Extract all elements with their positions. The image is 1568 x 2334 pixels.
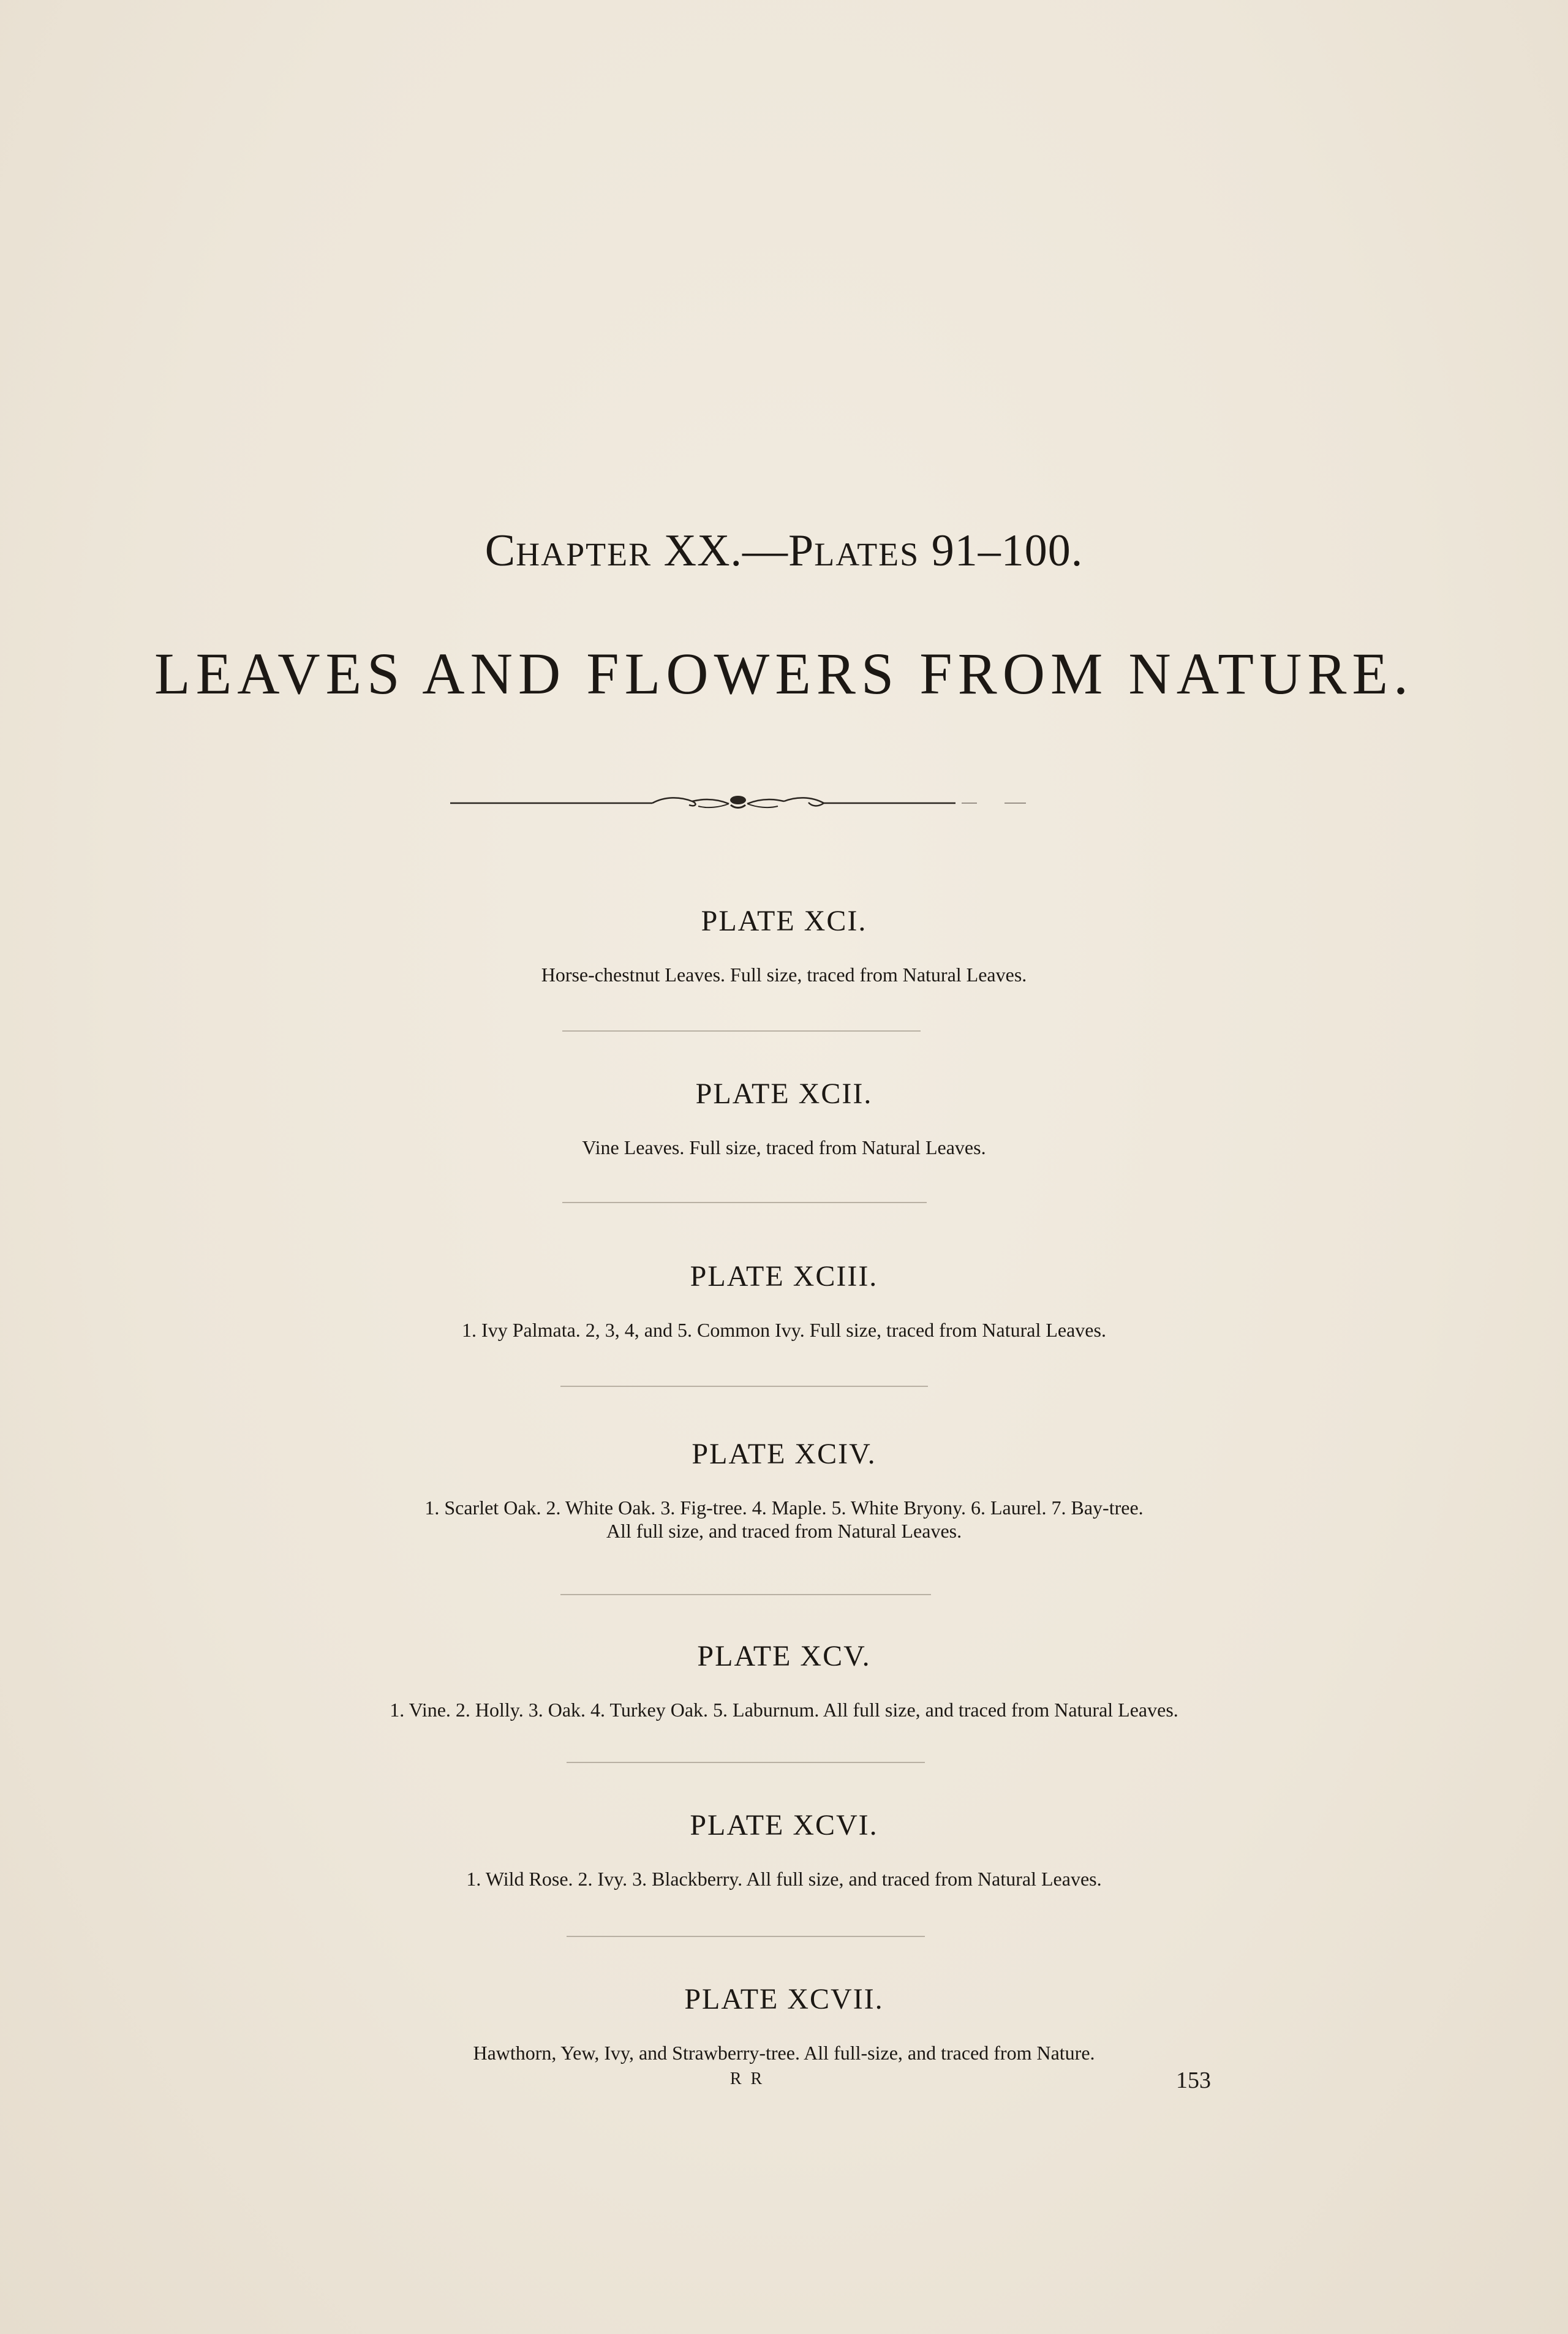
plate-description xyxy=(0,963,1568,986)
plate-description-line: 1. Scarlet Oak. 2. White Oak. 3. Fig-tree. 4. Maple. 5. White Bryony. 6. Laurel. 7. Bay-tree. xyxy=(424,1497,1144,1519)
section-divider xyxy=(562,1030,921,1032)
section-divider xyxy=(560,1386,928,1387)
plate-entry xyxy=(0,907,1568,986)
page-number: 153 xyxy=(1176,2068,1211,2093)
plate-description xyxy=(0,1698,1568,1721)
plate-title: PLATE XCI. xyxy=(701,905,867,937)
plate-description-line: Hawthorn, Yew, Ivy, and Strawberry-tree. All full-size, and traced from Nature. xyxy=(473,2042,1095,2064)
chapter-number: XX.—P xyxy=(663,526,815,576)
section-divider xyxy=(567,1936,925,1937)
plate-description-line: 1. Vine. 2. Holly. 3. Oak. 4. Turkey Oak. 5. Laburnum. All full size, and traced from Natural Leaves. xyxy=(390,1699,1178,1721)
plate-title: PLATE XCVI. xyxy=(690,1809,878,1841)
chapter-heading xyxy=(0,526,1568,576)
plate-entry xyxy=(0,1642,1568,1721)
plate-description-line: 1. Ivy Palmata. 2, 3, 4, and 5. Common Ivy. Full size, traced from Natural Leaves. xyxy=(462,1319,1106,1341)
plate-description xyxy=(0,2041,1568,2064)
plate-description xyxy=(0,1496,1568,1543)
plate-title: PLATE XCV. xyxy=(697,1640,871,1672)
plate-description-line: Horse-chestnut Leaves. Full size, traced from Natural Leaves. xyxy=(541,964,1027,986)
decorative-flourish xyxy=(450,783,1026,820)
plate-entry xyxy=(0,1440,1568,1543)
chapter-prefix: C xyxy=(484,526,516,576)
plate-entry xyxy=(0,1079,1568,1159)
section-divider xyxy=(560,1594,931,1595)
plate-title: PLATE XCIV. xyxy=(692,1438,876,1470)
plate-entry xyxy=(0,1811,1568,1890)
page-title: LEAVES AND FLOWERS FROM NATURE. xyxy=(154,641,1414,706)
plate-description xyxy=(0,1318,1568,1342)
plate-title: PLATE XCII. xyxy=(695,1078,873,1110)
plate-description xyxy=(0,1136,1568,1159)
plate-description-line: All full size, and traced from Natural Leaves. xyxy=(606,1520,962,1542)
plates-small-caps: LATES xyxy=(814,536,920,573)
section-divider xyxy=(567,1762,925,1763)
plate-description-line: 1. Wild Rose. 2. Ivy. 3. Blackberry. All full size, and traced from Natural Leaves. xyxy=(466,1868,1102,1890)
plate-title: PLATE XCIII. xyxy=(690,1260,878,1293)
plate-description xyxy=(0,1867,1568,1890)
chapter-prefix-small-caps: HAPTER xyxy=(516,536,652,573)
plate-title: PLATE XCVII. xyxy=(684,1983,884,2015)
plate-entry xyxy=(0,1262,1568,1342)
plate-entry xyxy=(0,1985,1568,2064)
section-divider xyxy=(562,1202,927,1203)
signature-mark: R R xyxy=(729,2069,765,2088)
plate-description-line: Vine Leaves. Full size, traced from Natural Leaves. xyxy=(582,1136,986,1158)
plate-range: 91–100. xyxy=(931,526,1084,576)
